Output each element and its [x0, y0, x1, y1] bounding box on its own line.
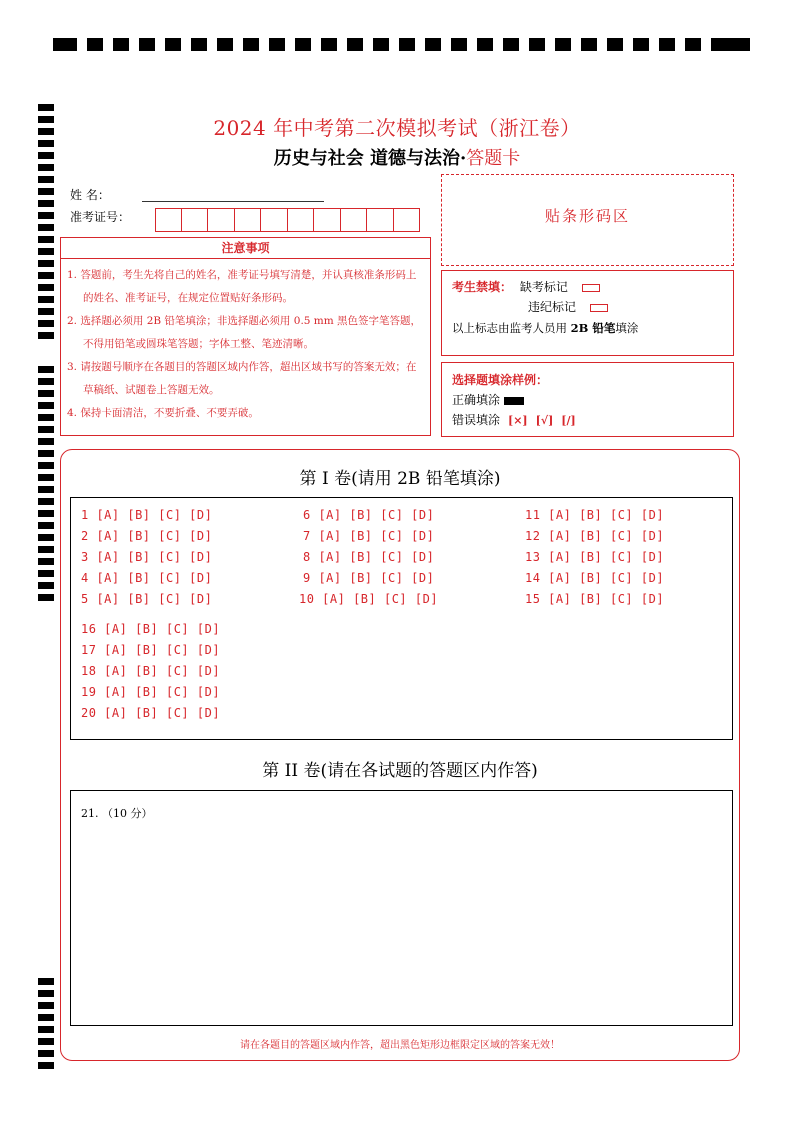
id-digit-box[interactable] — [367, 208, 394, 232]
wrong-fill-label: 错误填涂 — [452, 413, 501, 427]
wrong-fill-example: [×] — [508, 414, 528, 427]
forbid-note-post: 填涂 — [615, 321, 639, 335]
id-label: 准考证号： — [70, 210, 131, 224]
subject-names: 历史与社会 道德与法治· — [273, 148, 467, 169]
answer-card-label: 答题卡 — [466, 148, 521, 169]
absent-mark-box[interactable] — [582, 284, 600, 292]
id-number-boxes[interactable] — [155, 208, 420, 232]
name-label: 姓 名： — [70, 188, 110, 202]
correct-fill-label: 正确填涂 — [452, 393, 501, 407]
mc-question[interactable]: 16 [A] [B] [C] [D] — [81, 622, 221, 636]
absent-mark-label: 缺考标记 — [519, 280, 568, 294]
id-digit-box[interactable] — [261, 208, 288, 232]
wrong-fill-example: [√] — [535, 414, 554, 427]
id-digit-box[interactable] — [341, 208, 368, 232]
id-digit-box[interactable] — [235, 208, 262, 232]
q21-label: 21. （10 分） — [81, 807, 153, 820]
mc-question[interactable]: 5 [A] [B] [C] [D] — [81, 592, 213, 606]
mc-question[interactable]: 1 [A] [B] [C] [D] — [81, 508, 213, 522]
footer-warning: 请在各题目的答题区域内作答，超出黑色矩形边框限定区域的答案无效！ — [240, 1040, 560, 1051]
id-digit-box[interactable] — [208, 208, 235, 232]
id-digit-box[interactable] — [394, 208, 421, 232]
notice-item: 3. 请按题号顺序在各题目的答题区域内作答，超出区域书写的答案无效；在草稿纸、试题卷上答题无效。 — [67, 361, 417, 396]
name-input-line[interactable] — [142, 201, 324, 202]
forbid-label: 考生禁填： — [452, 280, 513, 294]
mc-question[interactable]: 19 [A] [B] [C] [D] — [81, 685, 221, 699]
wrong-fill-example: [/] — [561, 414, 576, 427]
examiner-only-box — [441, 270, 734, 356]
q21-answer-box[interactable] — [70, 790, 733, 1026]
mc-question[interactable]: 17 [A] [B] [C] [D] — [81, 643, 221, 657]
top-timing-marks — [53, 38, 750, 52]
forbid-note-bold: 2B 铅笔 — [570, 321, 616, 335]
part2-title: 第 II 卷(请在各试题的答题区内作答) — [262, 761, 538, 781]
notice-item: 4. 保持卡面清洁，不要折叠、不要弄破。 — [67, 407, 259, 419]
multiple-choice-box — [70, 497, 733, 740]
mc-question[interactable]: 15 [A] [B] [C] [D] — [525, 592, 665, 606]
mc-question[interactable]: 7 [A] [B] [C] [D] — [303, 529, 435, 543]
barcode-label: 贴条形码区 — [544, 207, 630, 225]
sample-label: 选择题填涂样例： — [452, 373, 549, 387]
mc-question[interactable]: 14 [A] [B] [C] [D] — [525, 571, 665, 585]
mc-question[interactable]: 6 [A] [B] [C] [D] — [303, 508, 435, 522]
notice-item: 1. 答题前，考生先将自己的姓名，准考证号填写清楚，并认真核准条形码上的姓名、准考证号，在规定位置贴好条形码。 — [67, 269, 417, 304]
mc-question[interactable]: 4 [A] [B] [C] [D] — [81, 571, 213, 585]
id-digit-box[interactable] — [288, 208, 315, 232]
mc-question[interactable]: 20 [A] [B] [C] [D] — [81, 706, 221, 720]
part1-title: 第 I 卷(请用 2B 铅笔填涂) — [299, 469, 501, 489]
id-digit-box[interactable] — [155, 208, 182, 232]
notice-item: 2. 选择题必须用 2B 铅笔填涂；非选择题必须用 0.5 mm 黑色签字笔答题，不得用铅笔或圆珠笔答题；字体工整、笔迹清晰。 — [67, 315, 422, 350]
card-subtitle — [0, 144, 794, 170]
notice-title: 注意事项 — [60, 237, 431, 259]
mc-question[interactable]: 9 [A] [B] [C] [D] — [303, 571, 435, 585]
violation-mark-label: 违纪标记 — [528, 300, 577, 314]
exam-title: 2024 年中考第二次模拟考试（浙江卷） — [213, 116, 581, 140]
mc-question[interactable]: 10 [A] [B] [C] [D] — [299, 592, 439, 606]
notice-body — [60, 259, 431, 436]
mc-question[interactable]: 8 [A] [B] [C] [D] — [303, 550, 435, 564]
id-digit-box[interactable] — [314, 208, 341, 232]
fill-sample-box — [441, 362, 734, 437]
mc-question[interactable]: 3 [A] [B] [C] [D] — [81, 550, 213, 564]
mc-question[interactable]: 18 [A] [B] [C] [D] — [81, 664, 221, 678]
barcode-area — [441, 174, 734, 266]
violation-mark-box[interactable] — [590, 304, 608, 312]
mc-question[interactable]: 12 [A] [B] [C] [D] — [525, 529, 665, 543]
id-digit-box[interactable] — [182, 208, 209, 232]
mc-question[interactable]: 13 [A] [B] [C] [D] — [525, 550, 665, 564]
correct-fill-example — [504, 397, 524, 405]
forbid-note-pre: 以上标志由监考人员用 — [452, 321, 571, 335]
mc-question[interactable]: 2 [A] [B] [C] [D] — [81, 529, 213, 543]
mc-question[interactable]: 11 [A] [B] [C] [D] — [525, 508, 665, 522]
